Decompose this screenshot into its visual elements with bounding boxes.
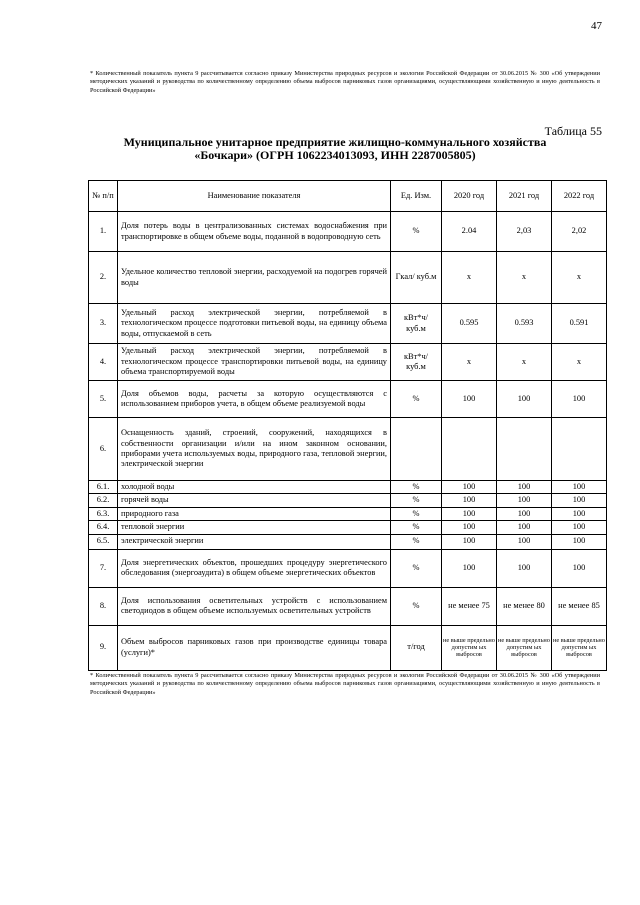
row-unit: % bbox=[391, 549, 442, 587]
row-name: горячей воды bbox=[118, 494, 391, 507]
row-unit: % bbox=[391, 587, 442, 625]
row-num: 8. bbox=[89, 587, 118, 625]
row-value-2021: 100 bbox=[497, 549, 552, 587]
row-value-2020: не выше предельно допустим ых выбросов bbox=[442, 625, 497, 670]
header-2022: 2022 год bbox=[552, 181, 607, 212]
table-row bbox=[89, 481, 607, 494]
row-name: тепловой энергии bbox=[118, 521, 391, 534]
row-value-2020: х bbox=[442, 252, 497, 304]
table-row bbox=[89, 587, 607, 625]
row-value-2020: 2.04 bbox=[442, 212, 497, 252]
row-num: 9. bbox=[89, 625, 118, 670]
header-row bbox=[89, 181, 607, 212]
row-unit: кВт*ч/ куб.м bbox=[391, 344, 442, 381]
row-value-2021: 100 bbox=[497, 507, 552, 520]
row-value-2020: 100 bbox=[442, 381, 497, 418]
row-num: 4. bbox=[89, 344, 118, 381]
row-value-2020: не менее 75 bbox=[442, 587, 497, 625]
table-row bbox=[89, 625, 607, 670]
row-name: Удельный расход электрической энергии, потребляемой в технологическом процессе подготовки питьевой воды, на единицу объема воды, отпускаемой в сеть bbox=[118, 304, 391, 344]
row-name: Доля объемов воды, расчеты за которую осуществляются с использованием приборов учета, в общем объеме реализуемой воды bbox=[118, 381, 391, 418]
row-value-2020: 100 bbox=[442, 507, 497, 520]
table-row bbox=[89, 494, 607, 507]
row-num: 5. bbox=[89, 381, 118, 418]
row-name: Доля потерь воды в централизованных системах водоснабжения при транспортировке в общем объеме воды, поданной в водопроводную сеть bbox=[118, 212, 391, 252]
row-value-2021: 100 bbox=[497, 381, 552, 418]
row-value-2020: 0.595 bbox=[442, 304, 497, 344]
row-unit: % bbox=[391, 381, 442, 418]
row-value-2021: 100 bbox=[497, 534, 552, 549]
row-name: холодной воды bbox=[118, 481, 391, 494]
footnote-top: * Количественный показатель пункта 9 рассчитывается согласно приказу Министерства природных ресурсов и экологии Российской Федерации от 30.06.2015 № 300 «Об утверждении методических указаний и руководства по количественному определению объема выбросов парниковых газов организациями, осуществляющими хозяйственную и иную деятельность в Российской Федерации» bbox=[90, 70, 600, 94]
table-row bbox=[89, 304, 607, 344]
header-unit: Ед. Изм. bbox=[391, 181, 442, 212]
table-row bbox=[89, 507, 607, 520]
table-row bbox=[89, 534, 607, 549]
row-num: 6.2. bbox=[89, 494, 118, 507]
row-value-2022: не выше предельно допустим ых выбросов bbox=[552, 625, 607, 670]
row-num: 6.1. bbox=[89, 481, 118, 494]
row-value-2020 bbox=[442, 418, 497, 481]
row-unit: Гкал/ куб.м bbox=[391, 252, 442, 304]
row-value-2022: 2,02 bbox=[552, 212, 607, 252]
table-row bbox=[89, 418, 607, 481]
row-value-2021: не выше предельно допустим ых выбросов bbox=[497, 625, 552, 670]
row-name: Объем выбросов парниковых газов при производстве единицы товара (услуги)* bbox=[118, 625, 391, 670]
row-num: 6.5. bbox=[89, 534, 118, 549]
row-value-2020: х bbox=[442, 344, 497, 381]
row-value-2022: 100 bbox=[552, 507, 607, 520]
row-value-2022: 0.591 bbox=[552, 304, 607, 344]
row-value-2022: 100 bbox=[552, 381, 607, 418]
row-unit: кВт*ч/ куб.м bbox=[391, 304, 442, 344]
row-value-2021 bbox=[497, 418, 552, 481]
row-value-2021: 100 bbox=[497, 481, 552, 494]
row-unit: т/год bbox=[391, 625, 442, 670]
row-unit: % bbox=[391, 212, 442, 252]
row-value-2022: 100 bbox=[552, 521, 607, 534]
row-value-2022: 100 bbox=[552, 481, 607, 494]
row-unit: % bbox=[391, 494, 442, 507]
row-name: Удельный расход электрической энергии, потребляемой в технологическом процессе транспортировки питьевой воды, на единицу объема транспортируемой воды bbox=[118, 344, 391, 381]
indicators-table bbox=[88, 180, 607, 671]
row-value-2020: 100 bbox=[442, 534, 497, 549]
row-value-2022 bbox=[552, 418, 607, 481]
row-name: Доля использования осветительных устройств с использованием светодиодов в общем объеме используемых осветительных устройств bbox=[118, 587, 391, 625]
row-name: Удельное количество тепловой энергии, расходуемой на подогрев горячей воды bbox=[118, 252, 391, 304]
row-num: 3. bbox=[89, 304, 118, 344]
row-num: 6.3. bbox=[89, 507, 118, 520]
row-num: 1. bbox=[89, 212, 118, 252]
row-value-2022: не менее 85 bbox=[552, 587, 607, 625]
row-value-2021: 0.593 bbox=[497, 304, 552, 344]
table-row bbox=[89, 521, 607, 534]
row-name: Оснащенность зданий, строений, сооружений, находящихся в собственности организации и/или на ином законном основании, приборами учета используемых воды, природного газа, тепловой энергии, электрической энергии bbox=[118, 418, 391, 481]
row-value-2020: 100 bbox=[442, 481, 497, 494]
header-name: Наименование показателя bbox=[118, 181, 391, 212]
row-value-2022: 100 bbox=[552, 534, 607, 549]
row-value-2021: х bbox=[497, 344, 552, 381]
row-value-2021: 100 bbox=[497, 521, 552, 534]
row-unit: % bbox=[391, 481, 442, 494]
row-value-2020: 100 bbox=[442, 549, 497, 587]
row-num: 7. bbox=[89, 549, 118, 587]
row-value-2022: 100 bbox=[552, 549, 607, 587]
row-name: Доля энергетических объектов, прошедших процедуру энергетического обследования (энергоаудита) в общем объеме энергетических объектов bbox=[118, 549, 391, 587]
table-caption: Таблица 55 bbox=[544, 124, 602, 138]
row-value-2021: 100 bbox=[497, 494, 552, 507]
row-value-2020: 100 bbox=[442, 494, 497, 507]
row-unit: % bbox=[391, 534, 442, 549]
table-row bbox=[89, 252, 607, 304]
row-value-2022: х bbox=[552, 344, 607, 381]
row-value-2020: 100 bbox=[442, 521, 497, 534]
header-num: № п/п bbox=[89, 181, 118, 212]
header-2020: 2020 год bbox=[442, 181, 497, 212]
row-name: электрической энергии bbox=[118, 534, 391, 549]
row-value-2021: х bbox=[497, 252, 552, 304]
table-row bbox=[89, 381, 607, 418]
row-name: природного газа bbox=[118, 507, 391, 520]
row-num: 6. bbox=[89, 418, 118, 481]
row-value-2021: 2,03 bbox=[497, 212, 552, 252]
table-title: Муниципальное унитарное предприятие жилищно-коммунального хозяйства «Бочкари» (ОГРН 1062234013093, ИНН 2287005805) bbox=[123, 135, 547, 162]
row-num: 2. bbox=[89, 252, 118, 304]
row-value-2022: 100 bbox=[552, 494, 607, 507]
row-unit bbox=[391, 418, 442, 481]
header-2021: 2021 год bbox=[497, 181, 552, 212]
row-value-2022: х bbox=[552, 252, 607, 304]
table-row bbox=[89, 549, 607, 587]
row-num: 6.4. bbox=[89, 521, 118, 534]
row-unit: % bbox=[391, 507, 442, 520]
page-number: 47 bbox=[591, 20, 602, 32]
table-row bbox=[89, 212, 607, 252]
row-unit: % bbox=[391, 521, 442, 534]
row-value-2021: не менее 80 bbox=[497, 587, 552, 625]
footnote-bottom: * Количественный показатель пункта 9 рассчитывается согласно приказу Министерства природных ресурсов и экологии Российской Федерации от 30.06.2015 № 300 «Об утверждении методических указаний и руководства по количественному определению объема выбросов парниковых газов организациями, осуществляющими хозяйственную и иную деятельность в Российской Федерации» bbox=[90, 672, 600, 696]
table-row bbox=[89, 344, 607, 381]
